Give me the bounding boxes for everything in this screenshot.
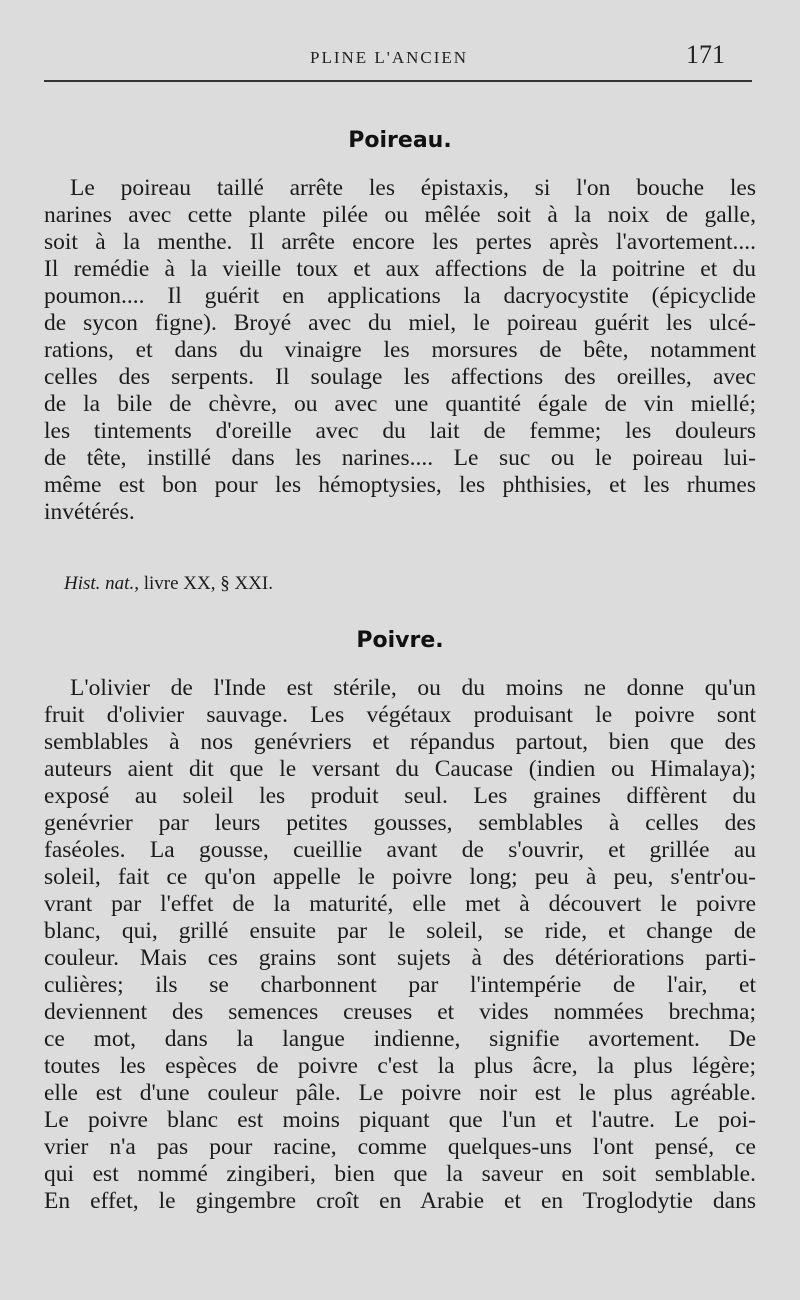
text-line: narines avec cette plante pilée ou mêlée soit à la noix de galle,	[44, 202, 756, 228]
text-line: culières; ils se charbonnent par l'intempérie de l'air, et	[44, 972, 756, 998]
text-line: faséoles. La gousse, cueillie avant de s'ouvrir, et grillée au	[44, 837, 756, 863]
text-line: blanc, qui, grillé ensuite par le soleil, se ride, et change de	[44, 918, 756, 944]
text-line: de sycon figne). Broyé avec du miel, le poireau guérit les ulcé-	[44, 310, 756, 336]
text-line: poumon.... Il guérit en applications la dacryocystite (épicyclide	[44, 283, 756, 309]
citation	[64, 573, 273, 595]
text-line: qui est nommé zingiberi, bien que la saveur en soit semblable.	[44, 1161, 756, 1187]
text-line: exposé au soleil les produit seul. Les graines diffèrent du	[44, 783, 756, 809]
header-rule	[44, 80, 752, 82]
page-number: 171	[686, 40, 725, 69]
text-line: rations, et dans du vinaigre les morsures de bête, notamment	[44, 337, 756, 363]
running-title: PLINE L'ANCIEN	[310, 48, 469, 67]
text-line: elle est d'une couleur pâle. Le poivre noir est le plus agréable.	[44, 1080, 756, 1106]
text-line: vrant par l'effet de la maturité, elle met à découvert le poivre	[44, 891, 756, 917]
text-line: Il remédie à la vieille toux et aux affections de la poitrine et du	[44, 256, 756, 282]
text-line: soleil, fait ce qu'on appelle le poivre long; peu à peu, s'entr'ou-	[44, 864, 756, 890]
text-line: En effet, le gingembre croît en Arabie et en Troglodytie dans	[44, 1188, 756, 1214]
text-line: Le poivre blanc est moins piquant que l'un et l'autre. Le poi-	[44, 1107, 756, 1133]
text-line: auteurs aient dit que le versant du Caucase (indien ou Himalaya);	[44, 756, 756, 782]
text-line: fruit d'olivier sauvage. Les végétaux produisant le poivre sont	[44, 702, 756, 728]
text-line: ce mot, dans la langue indienne, signifie avortement. De	[44, 1026, 756, 1052]
running-header	[0, 40, 800, 80]
text-line: semblables à nos genévriers et répandus partout, bien que des	[44, 729, 756, 755]
section-body-poivre	[44, 675, 756, 1215]
text-line: genévrier par leurs petites gousses, semblables à celles des	[44, 810, 756, 836]
citation-source: Hist. nat.,	[64, 573, 139, 594]
text-line: de tête, instillé dans les narines.... Le suc ou le poireau lui-	[44, 445, 756, 471]
section-title-poivre: Poivre.	[356, 628, 444, 653]
text-line: de la bile de chèvre, ou avec une quantité égale de vin miellé;	[44, 391, 756, 417]
text-line: celles des serpents. Il soulage les affections des oreilles, avec	[44, 364, 756, 390]
text-line: toutes les espèces de poivre c'est la plus âcre, la plus légère;	[44, 1053, 756, 1079]
text-line: les tintements d'oreille avec du lait de femme; les douleurs	[44, 418, 756, 444]
text-line: Le poireau taillé arrête les épistaxis, si l'on bouche les	[70, 175, 756, 201]
text-line: même est bon pour les hémoptysies, les phthisies, et les rhumes	[44, 472, 756, 498]
section-title-poireau: Poireau.	[348, 128, 452, 153]
text-line: deviennent des semences creuses et vides nommées brechma;	[44, 999, 756, 1025]
section-body-poireau	[44, 175, 756, 526]
citation-reference: livre XX, § XXI.	[143, 573, 273, 594]
text-line: soit à la menthe. Il arrête encore les pertes après l'avortement....	[44, 229, 756, 255]
text-line: vrier n'a pas pour racine, comme quelques-uns l'ont pensé, ce	[44, 1134, 756, 1160]
text-line: couleur. Mais ces grains sont sujets à des détériorations parti-	[44, 945, 756, 971]
text-line: L'olivier de l'Inde est stérile, ou du moins ne donne qu'un	[70, 675, 756, 701]
text-line: invétérés.	[44, 499, 135, 525]
